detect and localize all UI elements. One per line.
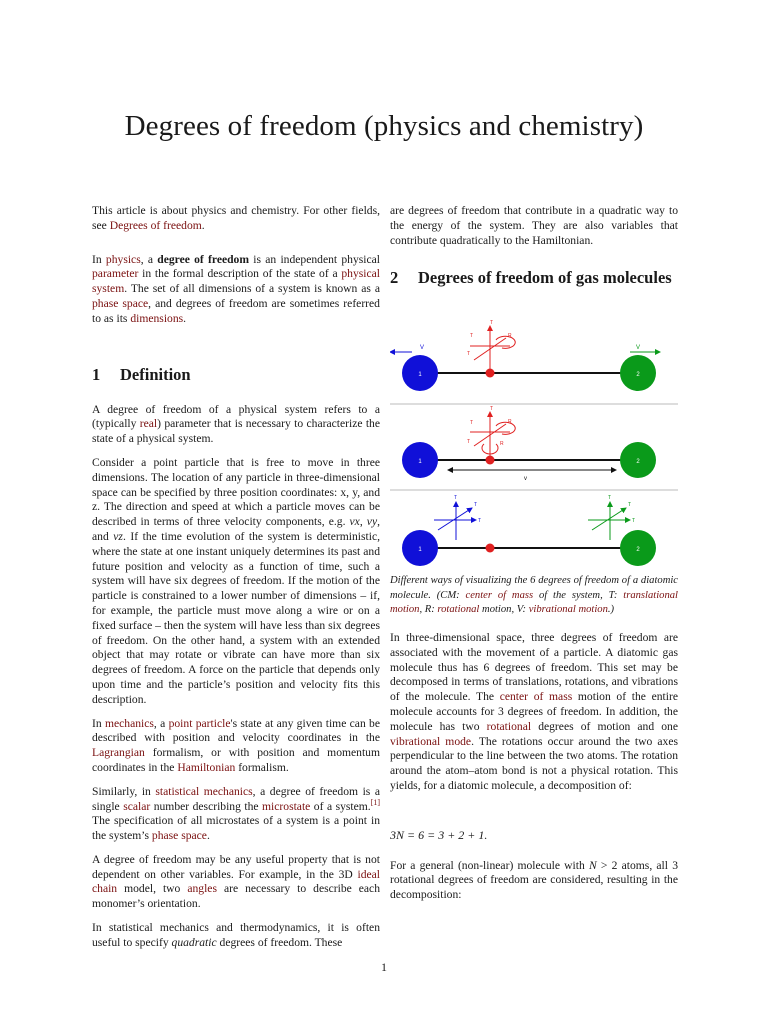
- citation-link[interactable]: [1]: [370, 797, 381, 807]
- link-physics[interactable]: physics: [105, 252, 141, 266]
- text: .): [607, 603, 615, 615]
- page-title: Degrees of freedom (physics and chemistry): [124, 110, 644, 142]
- translation-arrow: [438, 508, 472, 530]
- link-center-of-mass[interactable]: center of mass: [465, 589, 534, 601]
- translation-label: T: [628, 502, 632, 509]
- definition-paragraph-6: [92, 921, 380, 951]
- hatnote: [92, 204, 380, 234]
- text: formalism, or with position and momentum coordinates in the: [92, 746, 380, 774]
- hatnote-text: This article is about physics and chemistry. For other fields, see: [92, 204, 380, 232]
- link-real[interactable]: real: [139, 417, 158, 431]
- translation-label: T: [478, 518, 482, 525]
- link-angles[interactable]: angles: [187, 882, 217, 896]
- text: .: [206, 829, 210, 843]
- link-degrees-of-freedom[interactable]: Degrees of freedom: [109, 218, 202, 232]
- displacement-label: v: [524, 476, 527, 483]
- link-lagrangian[interactable]: Lagrangian: [92, 746, 145, 760]
- link-rotational[interactable]: rotational: [437, 603, 480, 615]
- translation-label: T: [454, 495, 458, 502]
- text: In: [92, 716, 105, 730]
- translation-label: T: [467, 351, 471, 358]
- link-microstate[interactable]: microstate: [262, 799, 311, 813]
- text: A degree of freedom may be any useful property that is not dependent on other variables. For example, in the 3D: [92, 852, 380, 881]
- text: are necessary to describe each monomer’s orientation.: [92, 882, 380, 911]
- equation-decomposition: 3N = 6 = 3 + 2 + 1.: [390, 827, 488, 842]
- text: formalism.: [235, 760, 289, 774]
- text: In: [92, 252, 106, 266]
- panel-rotation: [390, 406, 678, 490]
- section-heading-gas-molecules: [390, 267, 678, 288]
- atom-2-label: 2: [636, 547, 640, 554]
- gas-molecule-paragraph: [390, 631, 678, 794]
- diatomic-molecule-figure: [390, 318, 678, 568]
- text: In statistical mechanics and thermodynamics, it is often useful to specify: [92, 921, 380, 949]
- translation-label: T: [470, 333, 474, 340]
- center-of-mass: [486, 544, 495, 553]
- text: , and: [92, 515, 380, 543]
- link-phase-space[interactable]: phase space: [92, 296, 149, 310]
- atom-1-label: 1: [418, 372, 422, 379]
- text: 's state at any given time can be described with position and velocity coordinates in the: [92, 716, 380, 745]
- text: ) parameter that is necessary to characterize the state of a physical system.: [92, 417, 380, 446]
- text: Different ways of visualizing the 6 degrees of freedom of a diatomic molecule. (CM:: [390, 575, 678, 601]
- link-translational-motion[interactable]: translational motion: [390, 589, 678, 615]
- text: is an independent physical: [249, 252, 381, 266]
- italic-term: vy: [366, 515, 378, 529]
- text: , a: [153, 716, 169, 730]
- italic-term: N: [588, 858, 597, 872]
- section-title: Degrees of freedom of gas molecules: [418, 268, 672, 288]
- text: Consider a point particle that is free to move in three dimensions. The location of any particle in three-dimensional space can be specified by three position coordinates: x, y, and z. The direction and speed at which a particle moves can be described in terms of three velocity components, e.g.: [92, 455, 380, 529]
- atom-2-label: 2: [636, 372, 640, 379]
- definition-paragraph-4: [92, 785, 380, 844]
- text: motion of the entire molecule accounts for 3 degrees of freedom. In addition, the molecule has two: [390, 690, 678, 733]
- atom-1-label: 1: [418, 547, 422, 554]
- rotation-label: R: [508, 419, 512, 426]
- link-ideal-chain[interactable]: ideal chain: [92, 867, 380, 896]
- text: number describing the: [150, 799, 263, 813]
- translation-label: T: [490, 320, 494, 327]
- link-dimensions[interactable]: dimensions: [130, 311, 184, 325]
- italic-term: vz: [113, 529, 123, 543]
- text: The specification of all microstates of a system is a point in the system’s: [92, 814, 380, 843]
- hatnote-period: .: [201, 218, 205, 232]
- text: of the system, T:: [533, 589, 624, 601]
- panel-translation: [402, 495, 656, 566]
- text: In three-dimensional space, three degrees of freedom are associated with the movement of a particle. A diatomic gas molecule thus has 6 degrees of freedom. This set may be decomposed in terms of translations, rotations, and vibrations of the molecule. The: [390, 631, 678, 704]
- link-parameter[interactable]: parameter: [92, 267, 139, 281]
- section-number: 2: [390, 268, 399, 288]
- rotation-label: R: [508, 333, 512, 340]
- bold-term: degree of freedom: [157, 252, 250, 266]
- translation-label: T: [490, 406, 494, 413]
- text: ,: [359, 515, 367, 529]
- definition-paragraph-2: [92, 456, 380, 708]
- vibration-label: V: [420, 345, 425, 352]
- text: . The set of all dimensions of a system is known as a: [124, 282, 380, 296]
- translation-label: T: [470, 420, 474, 427]
- link-scalar[interactable]: scalar: [123, 799, 151, 813]
- atom-2-label: 2: [636, 459, 640, 466]
- text: A degree of freedom of a physical system refers to a (typically: [92, 402, 380, 431]
- link-vibrational-motion[interactable]: vibrational motion: [528, 603, 608, 615]
- text: Similarly, in: [92, 784, 156, 798]
- text: in the formal description of the state of a: [138, 267, 342, 281]
- link-center-of-mass[interactable]: center of mass: [499, 690, 573, 704]
- link-point-particle[interactable]: point particle: [168, 716, 231, 730]
- quadratic-continuation-paragraph: are degrees of freedom that contribute in a quadratic way to the energy of the system. They are also variables that contribute quadratically to the Hamiltonian.: [390, 204, 678, 247]
- text: degrees of freedom. These: [216, 935, 343, 949]
- text: .: [183, 311, 187, 325]
- nonlinear-molecule-paragraph: [390, 859, 678, 903]
- definition-paragraph-5: [92, 853, 380, 912]
- italic-term: quadratic: [171, 935, 217, 949]
- link-phase-space[interactable]: phase space: [151, 829, 207, 843]
- translation-label: T: [467, 439, 471, 446]
- text: of a system.: [310, 799, 371, 813]
- definition-paragraph-3: [92, 717, 380, 776]
- section-number: 1: [92, 364, 101, 384]
- link-mechanics[interactable]: mechanics: [104, 716, 154, 730]
- text: motion, V:: [479, 603, 529, 615]
- section-heading-definition: [92, 364, 380, 385]
- text: , R:: [419, 603, 438, 615]
- text: > 2 atoms, all 3 rotational degrees of freedom are considered, resulting in the decomposition:: [390, 858, 678, 902]
- translation-label: T: [632, 518, 636, 525]
- text: , and degrees of freedom are sometimes referred to as its: [92, 296, 380, 325]
- translation-arrow: [592, 508, 626, 530]
- italic-term: vx: [349, 515, 360, 529]
- text: . If the time evolution of the system is deterministic, where the state at one instant uniquely determines its past and future position and velocity as a function of time, such a system will have six degrees of freedom. If the motion of the particle is constrained to a lower number of dimensions – if, for example, the particle must move along a wire or on a fixed surface – then the system will have less than six degrees of freedom. On the other hand, a system with an extended object that may rotate or vibrate can have more than six degrees of freedom. A force on the particle that depends only upon time and the particle’s position and velocity fits this description.: [92, 529, 380, 706]
- section-title: Definition: [120, 364, 191, 384]
- page-number: 1: [381, 960, 387, 974]
- figure-caption: [390, 574, 678, 617]
- atom-1-label: 1: [418, 459, 422, 466]
- link-hamiltonian[interactable]: Hamiltonian: [177, 760, 236, 774]
- panel-vibration: [390, 320, 678, 404]
- diatomic-degrees-of-freedom-diagram: [390, 318, 678, 568]
- link-vibrational-mode[interactable]: vibrational mode: [390, 734, 472, 748]
- left-column: [92, 204, 380, 960]
- rotation-label: R: [500, 441, 504, 448]
- link-physical-system[interactable]: physical system: [92, 267, 380, 296]
- text: model, two: [117, 882, 188, 896]
- vibration-label: V: [636, 345, 641, 352]
- text: , a: [140, 252, 158, 266]
- right-column: [390, 204, 678, 912]
- translation-label: T: [608, 495, 612, 502]
- text: For a general (non-linear) molecule with: [390, 858, 589, 872]
- definition-paragraph-1: [92, 403, 380, 447]
- text: , a degree of freedom is a single: [92, 784, 380, 813]
- text: . The rotations occur around the two axes perpendicular to the line between the two atoms. The rotation around the atom–atom bond is not a physical rotation. This yields, for a diatomic molecule, a decomposition of:: [390, 734, 678, 792]
- link-statistical-mechanics[interactable]: statistical mechanics: [155, 784, 253, 798]
- intro-paragraph: [92, 253, 380, 327]
- translation-label: T: [474, 502, 478, 509]
- text: degrees of motion and one: [531, 719, 678, 733]
- link-rotational[interactable]: rotational: [486, 719, 532, 733]
